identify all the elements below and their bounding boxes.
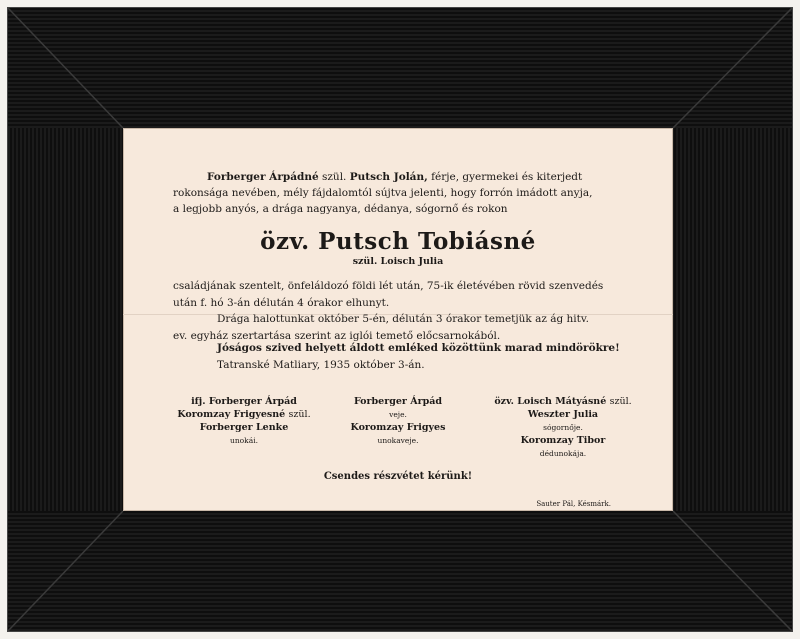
signatory-name: Weszter Julia bbox=[527, 409, 599, 420]
signatories-relatives bbox=[473, 395, 653, 460]
signatory-name: Koromzay Frigyesné bbox=[177, 409, 286, 420]
signatories-grandchildren bbox=[169, 395, 319, 447]
intro-line3: a legjobb anyós, a drága nagyanya, dédanya, sógornő és rokon bbox=[173, 203, 508, 215]
printer-imprint: Sauter Pál, Késmárk. bbox=[536, 500, 611, 508]
deceased-name: özv. Putsch Tobiásné bbox=[260, 228, 536, 255]
signatories-son-in-law bbox=[333, 395, 463, 447]
memorial-quote: Jóságos szived helyett áldott emléked közöttünk marad mindörökre! bbox=[217, 342, 620, 354]
signatory-name: Forberger Lenke bbox=[199, 422, 289, 433]
deceased-maiden-name: szül. Loisch Julia bbox=[352, 256, 444, 267]
body-line3: Drága halottunkat október 5-én, délután 3 órakor temetjük az ág hitv. bbox=[217, 313, 589, 325]
signatory-name: Koromzay Frigyes bbox=[350, 422, 446, 433]
born-label: szül. bbox=[322, 171, 347, 183]
born-label: szül. bbox=[288, 409, 311, 420]
signatory-role: unokaveje. bbox=[377, 436, 419, 445]
signatory-role: unokái. bbox=[230, 436, 258, 445]
body-line2: után f. hó 3-án délután 4 órakor elhunyt. bbox=[173, 296, 390, 309]
intro-line2: rokonsága nevében, mély fájdalomtól sújtva jelenti, hogy forrón imádott anyja, bbox=[173, 187, 593, 199]
body-line1: családjának szentelt, önfeláldozó földi lét után, 75-ik életévében rövid szenvedés bbox=[173, 280, 604, 292]
intro-paragraph bbox=[173, 169, 629, 217]
closing-request: Csendes részvétet kérünk! bbox=[323, 471, 473, 482]
signatory-role: veje. bbox=[389, 410, 407, 419]
signatory-name: özv. Loisch Mátyásné bbox=[494, 396, 607, 407]
sender-name: Forberger Árpádné bbox=[207, 171, 319, 183]
body-line4: ev. egyház szertartása szerint az iglói temető előcsarnokából. bbox=[173, 329, 501, 342]
signatory-name: ifj. Forberger Árpád bbox=[191, 396, 297, 407]
signatory-role: sógornője. bbox=[543, 423, 583, 432]
signatory-role: dédunokája. bbox=[539, 449, 587, 458]
intro-line1-rest: férje, gyermekei és kiterjedt bbox=[431, 171, 583, 183]
place-and-date: Tatranské Matliary, 1935 október 3-án. bbox=[217, 359, 425, 371]
signatory-name: Koromzay Tibor bbox=[520, 435, 606, 446]
sender-maiden-name: Putsch Jolán, bbox=[349, 171, 428, 183]
body-paragraph bbox=[173, 278, 629, 344]
born-label: szül. bbox=[609, 396, 632, 407]
obituary-card bbox=[123, 128, 673, 511]
signatory-name: Forberger Árpád bbox=[353, 396, 443, 407]
